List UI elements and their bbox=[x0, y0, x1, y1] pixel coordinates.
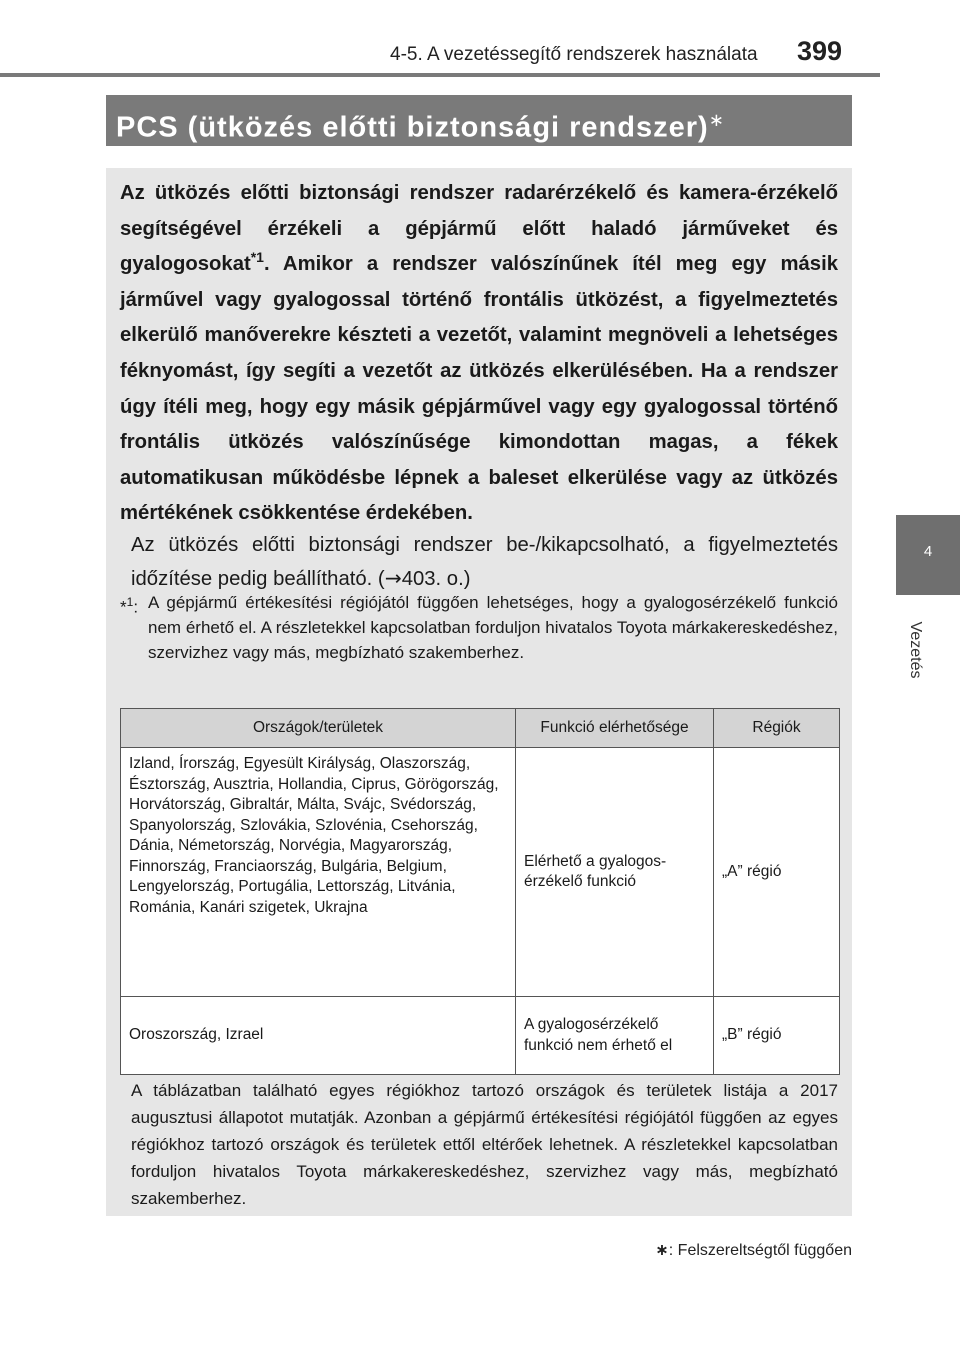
intro-paragraph bbox=[120, 176, 838, 532]
availability-note bbox=[655, 1240, 852, 1260]
chapter-label bbox=[900, 605, 930, 695]
countries-cell: Izland, Írország, Egyesült Királyság, Olaszország, Észtország, Ausztria, Hollandia, Ciprus, Görögország, Horvátország, Gibraltár, Málta, Svájc, Svédország, Spanyolország, Szlovákia, Szlovénia, Csehország, Dánia, Németország, Norvégia, Magyarország, Finnország, Franciaország, Bulgária, Belgium, Lengyelország, Portugália, Lettország, Litvánia, Románia, Kanári szigetek, Ukrajna bbox=[121, 748, 516, 997]
footnote-marker-star: * bbox=[120, 597, 127, 617]
running-header: 4-5. A vezetéssegítő rendszerek használata bbox=[390, 44, 758, 65]
table-row bbox=[121, 748, 840, 997]
table-header-row bbox=[121, 709, 840, 748]
chapter-number: 4 bbox=[923, 543, 933, 560]
intro-text-1: Az ütközés előtti biztonsági rendszer radarérzékelő és kamera-érzékelő segítségével érzékeli a gépjármű előtt haladó járműveket és gyalogosokat bbox=[120, 182, 838, 276]
region-cell: „A” régió bbox=[714, 748, 840, 997]
availability-cell: Elérhető a gyalogos-érzékelő funkció bbox=[516, 748, 714, 997]
availability-note-text: : Felszereltségtől függően bbox=[668, 1242, 852, 1259]
footnote-ref[interactable]: *1 bbox=[250, 249, 264, 266]
column-header-regions: Régiók bbox=[714, 709, 840, 748]
page-number: 399 bbox=[797, 36, 843, 66]
footnote-marker-colon: : bbox=[133, 597, 139, 617]
availability-cell: A gyalogosérzékelő funkció nem érhető el bbox=[516, 997, 714, 1075]
settings-text: Az ütközés előtti biztonsági rendszer be-/kikapcsolható, a figyelmeztetés időzítése pedig beállítható. ( bbox=[131, 534, 838, 590]
optional-equipment-mark: ∗ bbox=[708, 110, 725, 130]
chapter-tab[interactable] bbox=[896, 515, 960, 595]
table-note-paragraph: A táblázatban található egyes régiókhoz tartozó országok és területek listája a 2017 augusztusi állapotot mutatják. Azonban a gépjármű értékesítési régiójától függően az egyes régiókhoz tartozó országok és területek ettől eltérőek lehetnek. A részletekkel kapcsolatban forduljon hivatalos Toyota márkakereskedéshez, szervizhez vagy más, megbízható szakemberhez. bbox=[131, 1081, 838, 1208]
regions-table bbox=[120, 708, 840, 1075]
region-cell: „B” régió bbox=[714, 997, 840, 1075]
settings-paragraph bbox=[131, 529, 838, 595]
page-ref-link[interactable]: 403. o.) bbox=[401, 567, 471, 590]
footnote-marker bbox=[120, 590, 138, 620]
availability-mark: ∗ bbox=[655, 1242, 669, 1259]
chapter-label-text: Vezetés bbox=[907, 621, 924, 679]
column-header-availability: Funkció elérhetősége bbox=[516, 709, 714, 748]
table-row bbox=[121, 997, 840, 1075]
intro-text-2: . Amikor a rendszer valószínűnek ítél meg egy másik járművel vagy gyalogossal történő frontális ütközést, a figyelmeztetés elkerülő manőverekre készteti a vezetőt, valamint megnöveli a lehetséges féknyomást, így segíti a vezetőt az ütközés elkerülésében. Ha a rendszer úgy ítéli meg, hogy egy másik gépjárművel vagy egy gyalogossal történő frontális ütközés valószínűsége kimondottan magas, a fékek automatikusan működésbe lépnek a baleset elkerülése vagy az ütközés mértékének csökkentése érdekében. bbox=[120, 253, 838, 525]
footnote bbox=[120, 590, 838, 665]
footnote-marker-number: 1 bbox=[126, 595, 134, 609]
section-title bbox=[106, 95, 852, 146]
column-header-countries: Országok/területek bbox=[121, 709, 516, 748]
footnote-text: A gépjármű értékesítési régiójától függően lehetséges, hogy a gyalogosérzékelő funkció nem érhető el. A részletekkel kapcsolatban forduljon hivatalos Toyota márkakereskedéshez, szervizhez vagy más, megbízható szakemberhez. bbox=[148, 593, 838, 662]
page-ref-arrow-icon: → bbox=[384, 565, 402, 590]
section-title-text: PCS (ütközés előtti biztonsági rendszer) bbox=[116, 111, 709, 144]
header-rule bbox=[0, 73, 880, 77]
countries-cell: Oroszország, Izrael bbox=[121, 997, 516, 1075]
